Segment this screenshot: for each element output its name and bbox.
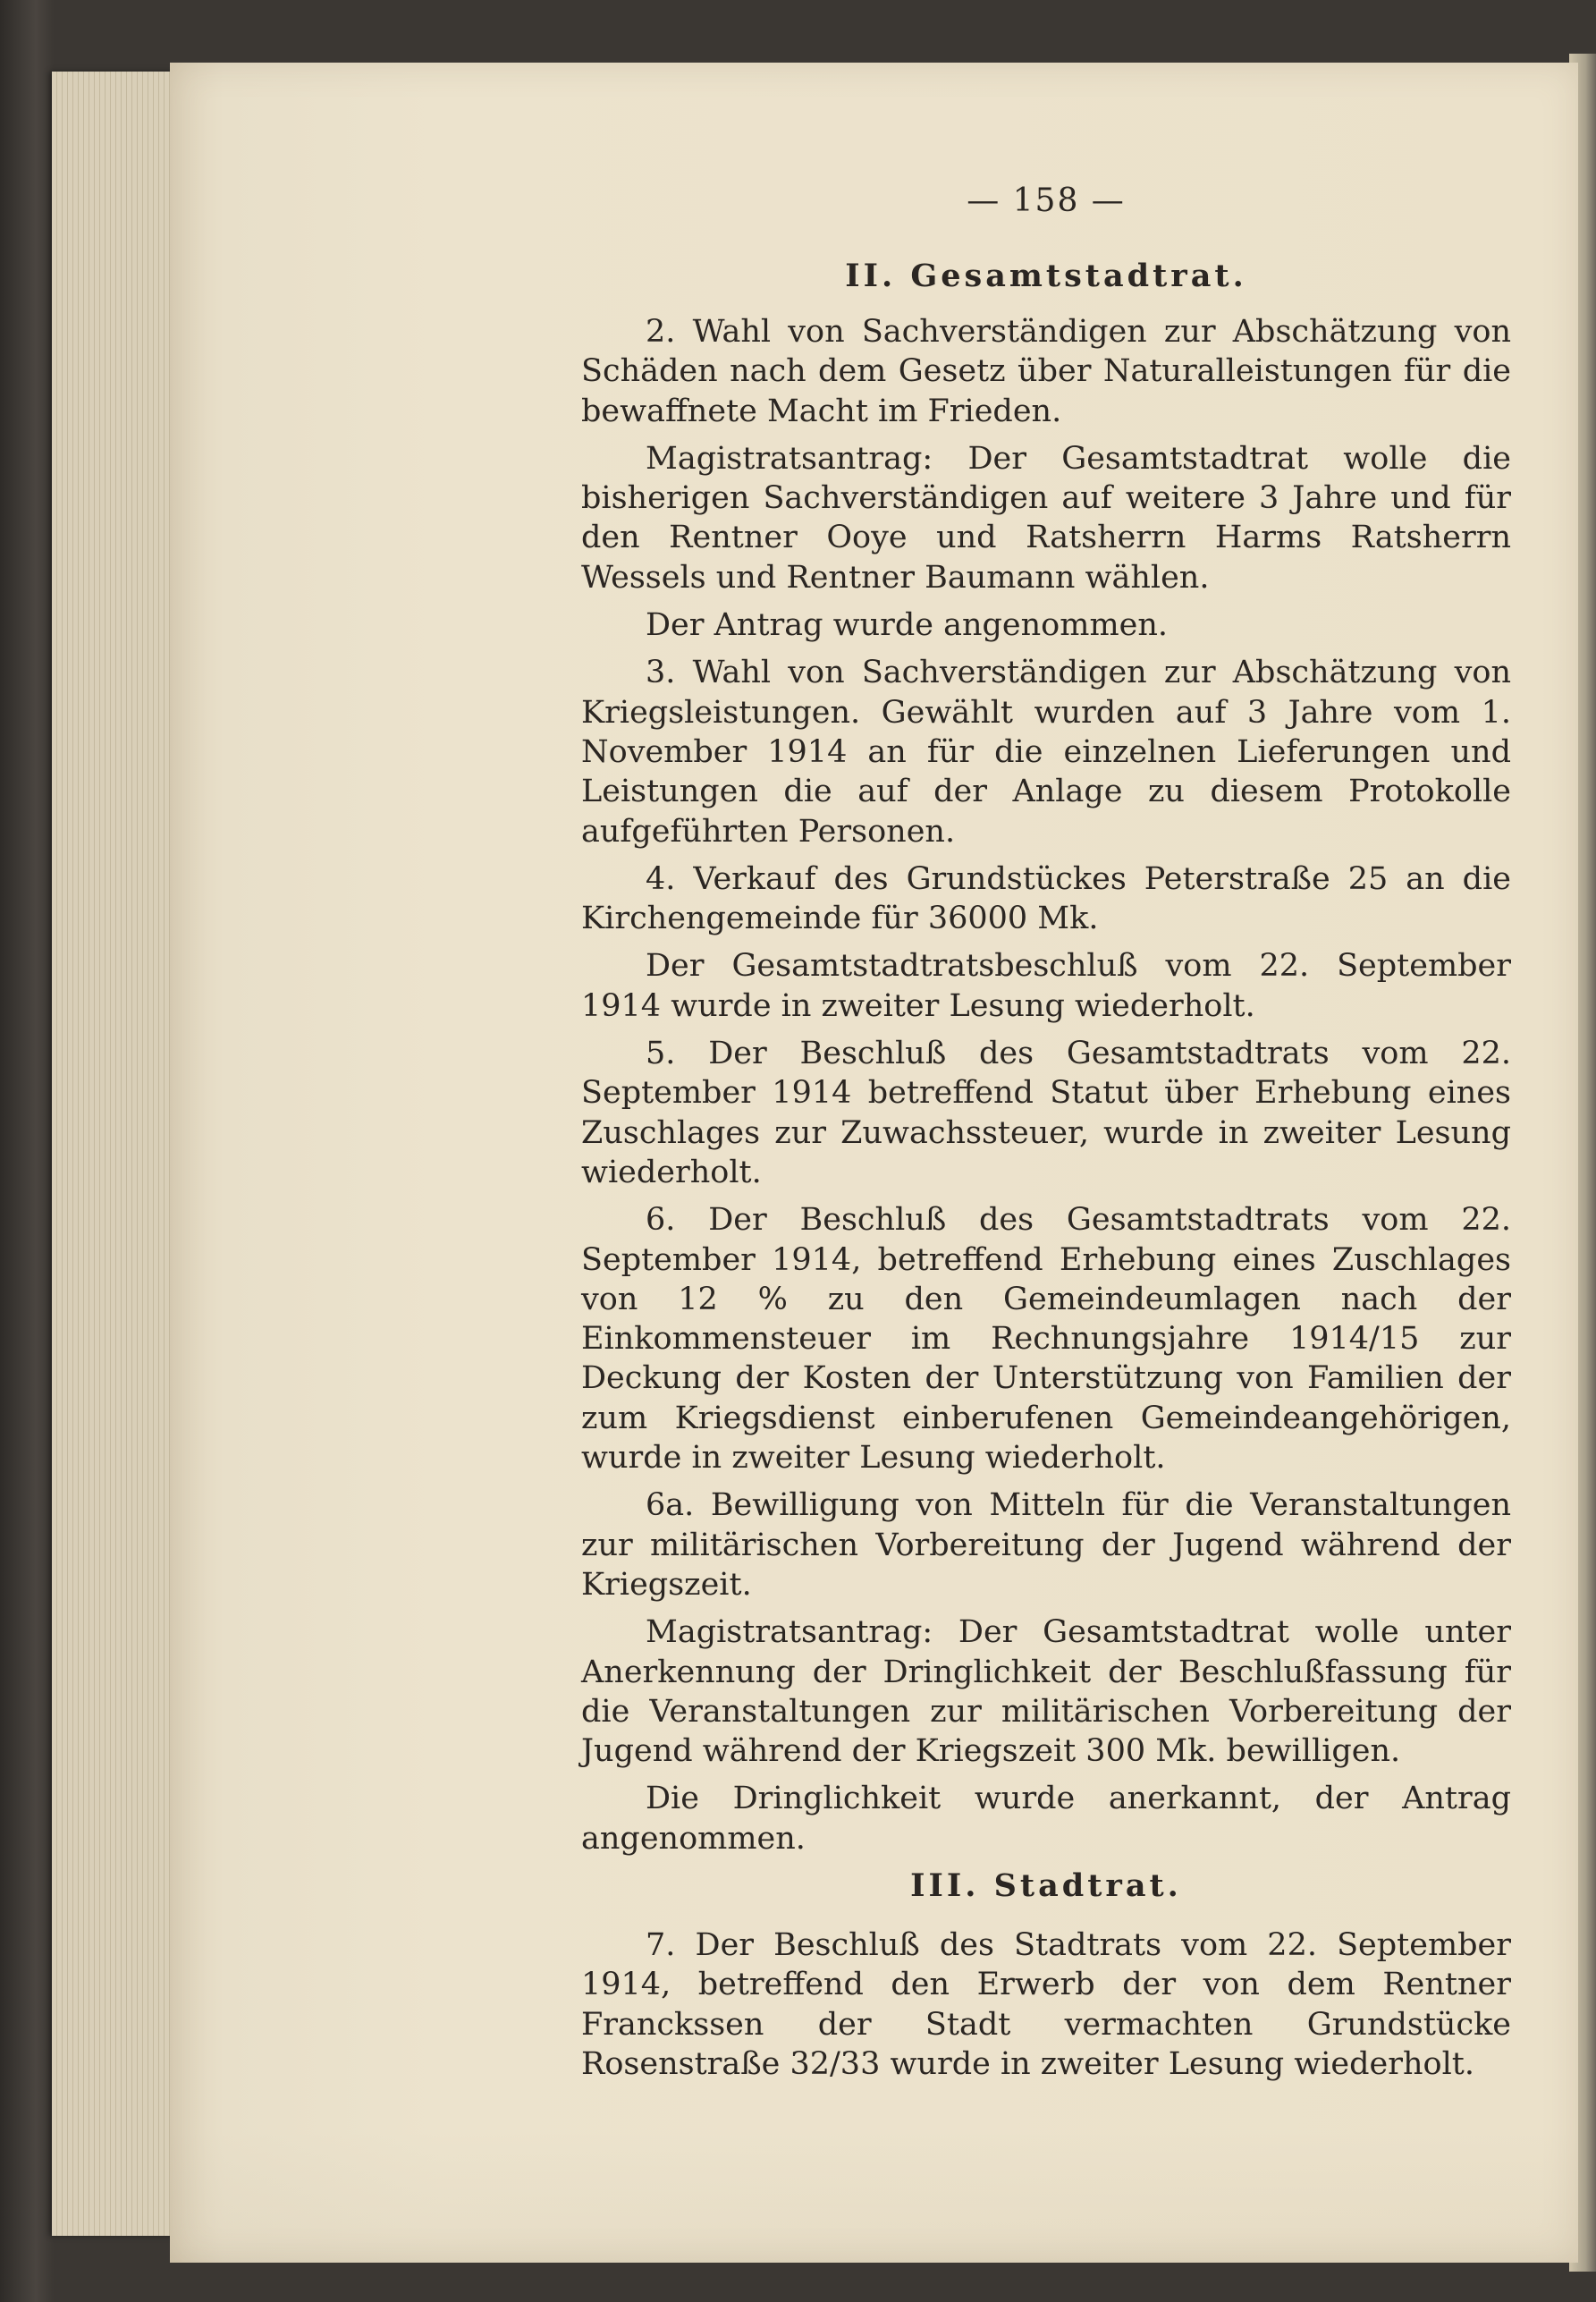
paragraph: 5. Der Beschluß des Gesamtstadtrats vom 22. September 1914 betreffend Statut über Erhebung eines Zuschlages zur Zuwachssteuer, wurde in zweiter Lesung wiederholt. xyxy=(581,1036,1511,1190)
section-heading-gesamtstadtrat: II. Gesamtstadtrat. xyxy=(845,258,1247,294)
paragraph: Der Antrag wurde angenommen. xyxy=(646,607,1169,644)
paragraph: Der Gesamtstadtratsbeschluß vom 22. September 1914 wurde in zweiter Lesung wiederholt. xyxy=(581,948,1511,1024)
paragraph: 7. Der Beschluß des Stadtrats vom 22. September 1914, betreffend den Erwerb der von dem Rentner Franckssen der Stadt vermachten Grundstücke Rosenstraße 32/33 wurde in zweiter Lesung wiederholt. xyxy=(581,1926,1511,2082)
paragraph: 4. Verkauf des Grundstückes Peterstraße 25 an die Kirchengemeinde für 36000 Mk. xyxy=(581,860,1511,937)
page-content xyxy=(581,174,1511,2092)
paragraph: 2. Wahl von Sachverständigen zur Abschätzung von Schäden nach dem Gesetz über Naturalleistungen für die bewaffnete Macht im Frieden. xyxy=(581,314,1511,429)
paragraph: 6a. Bewilligung von Mitteln für die Veranstaltungen zur militärischen Vorbereitung der Jugend während der Kriegszeit. xyxy=(581,1487,1511,1603)
section-heading-stadtrat: III. Stadtrat. xyxy=(910,1866,1182,1904)
page-shadow xyxy=(170,2129,1578,2263)
paragraph: Magistratsantrag: Der Gesamtstadtrat wolle die bisherigen Sachverständigen auf weitere 3 Jahre und für den Rentner Ooye und Ratsherrn Harms Ratsherrn Wessels und Rentner Baumann wählen. xyxy=(581,440,1511,596)
paragraph: Magistratsantrag: Der Gesamtstadtrat wolle unter Anerkennung der Dringlichkeit der Beschlußfassung für die Veranstaltungen zur militärischen Vorbereitung der Jugend während der Kriegszeit 300 Mk. bewilligen. xyxy=(581,1614,1511,1770)
paragraph: 6. Der Beschluß des Gesamtstadtrats vom 22. September 1914, betreffend Erhebung eines Zuschlages von 12 % zu den Gemeindeumlagen nach der Einkommensteuer im Rechnungsjahre 1914/15 zur Deckung der Kosten der Unterstützung von Familien der zum Kriegsdienst einberufenen Gemeindeangehörigen, wurde in zweiter Lesung wiederholt. xyxy=(581,1202,1511,1477)
paragraph: 3. Wahl von Sachverständigen zur Abschätzung von Kriegsleistungen. Gewählt wurden auf 3 Jahre vom 1. November 1914 an für die einzelnen Lieferungen und Leistungen die auf der Anlage zu diesem Protokolle aufgeführten Personen. xyxy=(581,655,1511,850)
page-number: — 158 — xyxy=(967,182,1126,219)
paragraph: Die Dringlichkeit wurde anerkannt, der Antrag angenommen. xyxy=(581,1781,1511,1857)
